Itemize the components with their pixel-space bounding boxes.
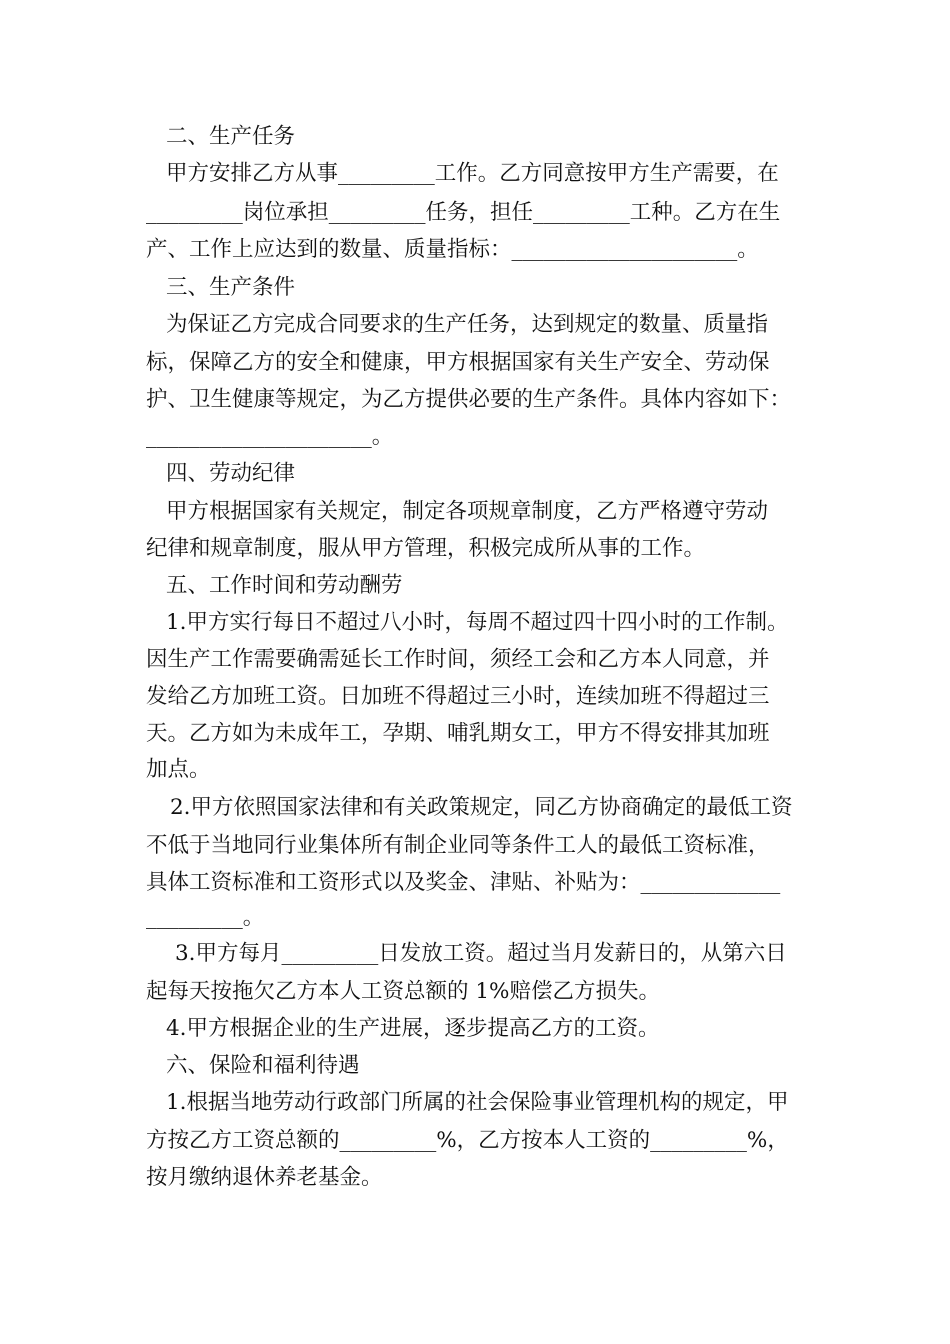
paragraph-line: 2.甲方依照国家法律和有关政策规定，同乙方协商确定的最低工资 [170,795,793,820]
paragraph-line: _________。 [146,905,265,930]
paragraph-line: 不低于当地同行业集体所有制企业同等条件工人的最低工资标准， [146,833,770,858]
paragraph-line: _________岗位承担_________任务，担任_________工种。乙方在生 [146,200,781,225]
paragraph-line: 因生产工作需要确需延长工作时间，须经工会和乙方本人同意，并 [146,647,770,672]
paragraph-line: 纪律和规章制度，服从甲方管理，积极完成所从事的工作。 [146,536,706,561]
paragraph-line: 甲方安排乙方从事_________工作。乙方同意按甲方生产需要，在 [166,161,779,186]
section-heading-working-hours: 五、工作时间和劳动酬劳 [166,573,403,598]
paragraph-line: 产、工作上应达到的数量、质量指标：_____________________。 [146,237,759,262]
paragraph-line: 1.甲方实行每日不超过八小时，每周不超过四十四小时的工作制。 [166,610,789,635]
paragraph-line: 为保证乙方完成合同要求的生产任务，达到规定的数量、质量指 [166,312,769,337]
section-heading-labor-discipline: 四、劳动纪律 [166,461,296,486]
paragraph-line: 方按乙方工资总额的_________%，乙方按本人工资的_________%， [146,1128,789,1153]
paragraph-line: 甲方根据国家有关规定，制定各项规章制度，乙方严格遵守劳动 [166,499,769,524]
section-heading-production-conditions: 三、生产条件 [166,275,296,300]
paragraph-line: 发给乙方加班工资。日加班不得超过三小时，连续加班不得超过三 [146,684,770,709]
paragraph-line: 具体工资标准和工资形式以及奖金、津贴、补贴为：_____________ [146,870,781,895]
section-heading-insurance-benefits: 六、保险和福利待遇 [166,1053,360,1078]
paragraph-line: 护、卫生健康等规定，为乙方提供必要的生产条件。具体内容如下： [146,387,792,412]
paragraph-line: 4.甲方根据企业的生产进展，逐步提高乙方的工资。 [166,1016,660,1041]
paragraph-line: 按月缴纳退休养老基金。 [146,1165,383,1190]
paragraph-line: 天。乙方如为未成年工，孕期、哺乳期女工，甲方不得安排其加班 [146,721,770,746]
paragraph-line: 1.根据当地劳动行政部门所属的社会保险事业管理机构的规定，甲 [166,1090,789,1115]
paragraph-line: 标，保障乙方的安全和健康，甲方根据国家有关生产安全、劳动保 [146,350,770,375]
paragraph-line: 起每天按拖欠乙方本人工资总额的 1%赔偿乙方损失。 [146,979,660,1004]
paragraph-line: _____________________。 [146,424,394,449]
section-heading-production-task: 二、生产任务 [166,124,296,149]
paragraph-line: 3.甲方每月_________日发放工资。超过当月发薪日的，从第六日 [175,941,787,966]
paragraph-line: 加点。 [146,757,211,782]
